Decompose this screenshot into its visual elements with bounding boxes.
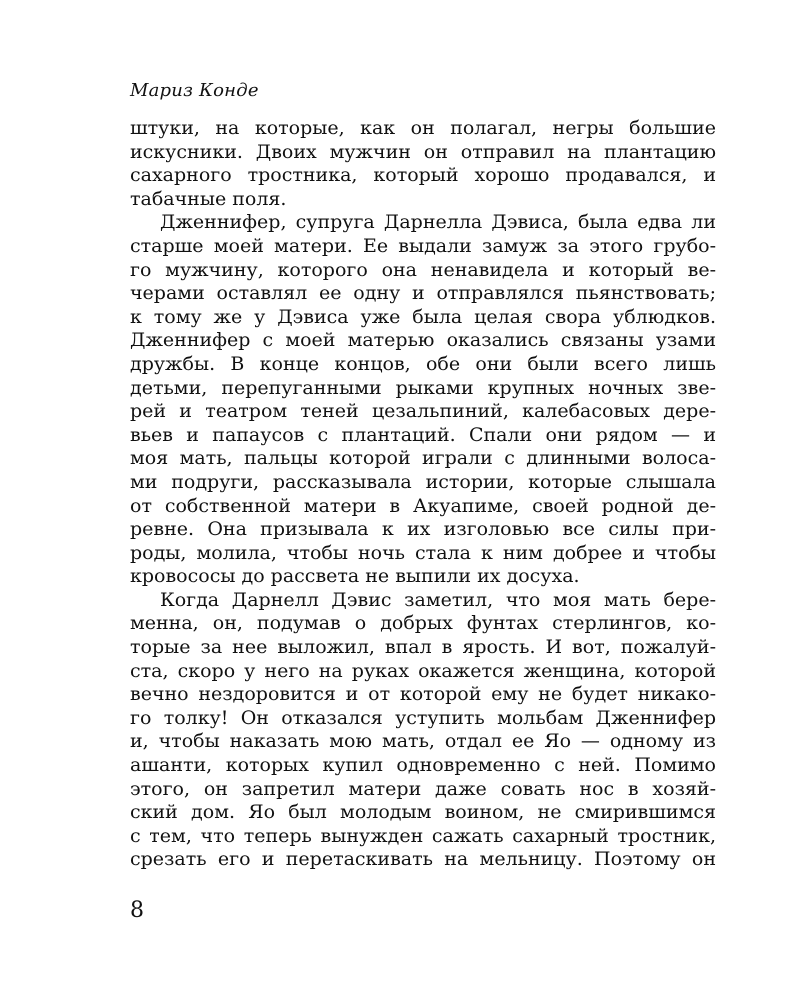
body-text	[130, 117, 716, 872]
text-line: го толку! Он отказался уступить мольбам Дженнифер	[130, 706, 716, 729]
text-line: го мужчину, которого она ненавидела и который ве-	[130, 258, 716, 281]
text-line: Дженнифер с моей матерью оказались связаны узами	[130, 329, 716, 352]
text-line: торые за нее выложил, впал в ярость. И вот, пожалуй-	[130, 636, 716, 659]
text-line: черами оставлял ее одну и отправлялся пьянствовать;	[130, 282, 716, 305]
running-head: Мариз Конде	[130, 80, 259, 101]
text-line: табачные поля.	[130, 187, 287, 210]
text-line: вечно нездоровится и от которой ему не будет никако-	[130, 683, 716, 706]
text-line: с тем, что теперь вынужден сажать сахарный тростник,	[130, 824, 716, 847]
text-line: моя мать, пальцы которой играли с длинными волоса-	[130, 447, 716, 470]
text-line: старше моей матери. Ее выдали замуж за этого грубо-	[130, 234, 716, 257]
text-line: этого, он запретил матери даже совать нос в хозяй-	[130, 777, 716, 800]
text-line: от собственной матери в Акуапиме, своей родной де-	[130, 494, 716, 517]
text-line: дружбы. В конце концов, обе они были всего лишь	[130, 352, 716, 375]
text-line: срезать его и перетаскивать на мельницу. Поэтому он	[130, 848, 716, 871]
text-line: ский дом. Яо был молодым воином, не смирившимся	[130, 801, 716, 824]
text-line: детьми, перепуганными рыками крупных ночных зве-	[130, 376, 716, 399]
text-line: вьев и папаусов с плантаций. Спали они рядом — и	[130, 423, 716, 446]
text-line: кровососы до рассвета не выпили их досуха.	[130, 565, 580, 588]
text-line: штуки, на которые, как он полагал, негры большие	[130, 117, 716, 139]
text-line: и, чтобы наказать мою мать, отдал ее Яо — одному из	[130, 730, 716, 753]
text-line: рей и театром теней цезальпиний, калебасовых дере-	[130, 400, 716, 423]
text-line: менна, он, подумав о добрых фунтах стерлингов, ко-	[130, 612, 716, 635]
text-line: роды, молила, чтобы ночь стала к ним добрее и чтобы	[130, 541, 716, 564]
text-line: сахарного тростника, который хорошо продавался, и	[130, 164, 716, 187]
text-line: ревне. Она призывала к их изголовью все силы при-	[130, 518, 716, 541]
text-line: ста, скоро у него на руках окажется женщина, которой	[130, 659, 716, 682]
text-line: ми подруги, рассказывала истории, которые слышала	[130, 470, 716, 493]
text-line: Когда Дарнелл Дэвис заметил, что моя мать бере-	[160, 588, 716, 611]
page-number: 8	[130, 898, 144, 923]
text-line: Дженнифер, супруга Дарнелла Дэвиса, была едва ли	[160, 211, 716, 234]
text-line: ашанти, которых купил одновременно с ней. Помимо	[130, 754, 716, 777]
text-line: искусники. Двоих мужчин он отправил на плантацию	[130, 140, 716, 163]
text-line: к тому же у Дэвиса уже была целая свора ублюдков.	[130, 305, 716, 328]
